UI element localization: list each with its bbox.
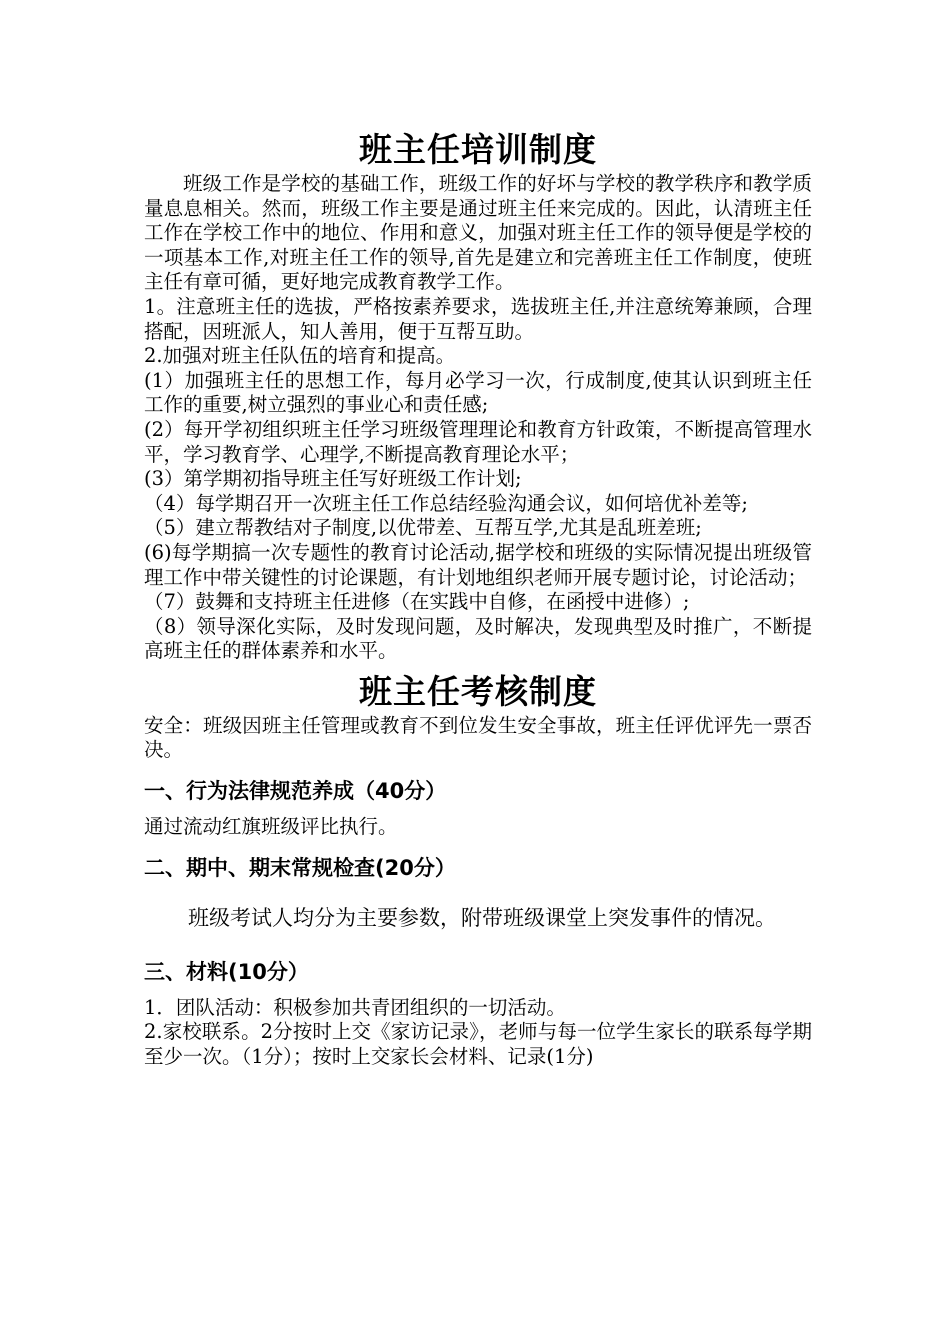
training-intro: 班级工作是学校的基础工作，班级工作的好坏与学校的教学秩序和教学质量息息相关。然而，班级工作主要是通过班主任来完成的。因此，认清班主任工作在学校工作中的地位、作用和意义，加强对班主任工作的领导便是学校的一项基本工作,对班主任工作的领导,首先是建立和完善班主任工作制度，使班主任有章可循，更好地完成教育教学工作。 (144, 172, 812, 294)
training-item: 1。注意班主任的选拔，严格按素养要求，选拔班主任,并注意统筹兼顾，合理搭配，因班派人，知人善用，便于互帮互助。 (144, 294, 812, 343)
training-item: (1）加强班主任的思想工作，每月必学习一次，行成制度,使其认识到班主任工作的重要,树立强烈的事业心和责任感; (144, 368, 812, 417)
training-item: (6)每学期搞一次专题性的教育讨论活动,据学校和班级的实际情况提出班级管理工作中带关键性的讨论课题，有计划地组织老师开展专题讨论，讨论活动； (144, 540, 812, 589)
section-heading: 一、行为法律规范养成（40分） (144, 779, 447, 804)
training-item: 2.加强对班主任队伍的培育和提高。 (144, 344, 456, 368)
training-item: (3）第学期初指导班主任写好班级工作计划; (144, 467, 522, 491)
section-text: 通过流动红旗班级评比执行。 (144, 815, 398, 839)
assessment-title: 班主任考核制度 (359, 671, 597, 711)
safety-note: 安全：班级因班主任管理或教育不到位发生安全事故，班主任评优评先一票否决。 (144, 713, 812, 762)
training-item: （4）每学期召开一次班主任工作总结经验沟通会议，如何培优补差等; (144, 491, 748, 515)
document-body (144, 128, 812, 1069)
materials-item: 1．团队活动：积极参加共青团组织的一切活动。 (144, 995, 566, 1019)
section-heading: 二、期中、期末常规检查(20分） (144, 855, 456, 880)
training-item: (2）每开学初组织班主任学习班级管理理论和教育方针政策，不断提高管理水平，学习教育学、心理学,不断提高教育理论水平； (144, 417, 812, 466)
materials-item: 2.家校联系。2分按时上交《家访记录》，老师与每一位学生家长的联系每学期至少一次。（1分）；按时上交家长会材料、记录(1分) (144, 1020, 812, 1068)
section-text: 班级考试人均分为主要参数，附带班级课堂上突发事件的情况。 (188, 905, 776, 930)
section-heading: 三、材料(10分） (144, 959, 309, 984)
training-item: （5）建立帮教结对子制度,以优带差、互帮互学,尤其是乱班差班; (144, 516, 702, 540)
training-title: 班主任培训制度 (359, 130, 597, 169)
training-item: （8）领导深化实际，及时发现问题，及时解决，发现典型及时推广，不断提高班主任的群体素养和水平。 (144, 614, 812, 663)
training-item: （7）鼓舞和支持班主任进修（在实践中自修，在函授中进修）; (144, 590, 690, 614)
